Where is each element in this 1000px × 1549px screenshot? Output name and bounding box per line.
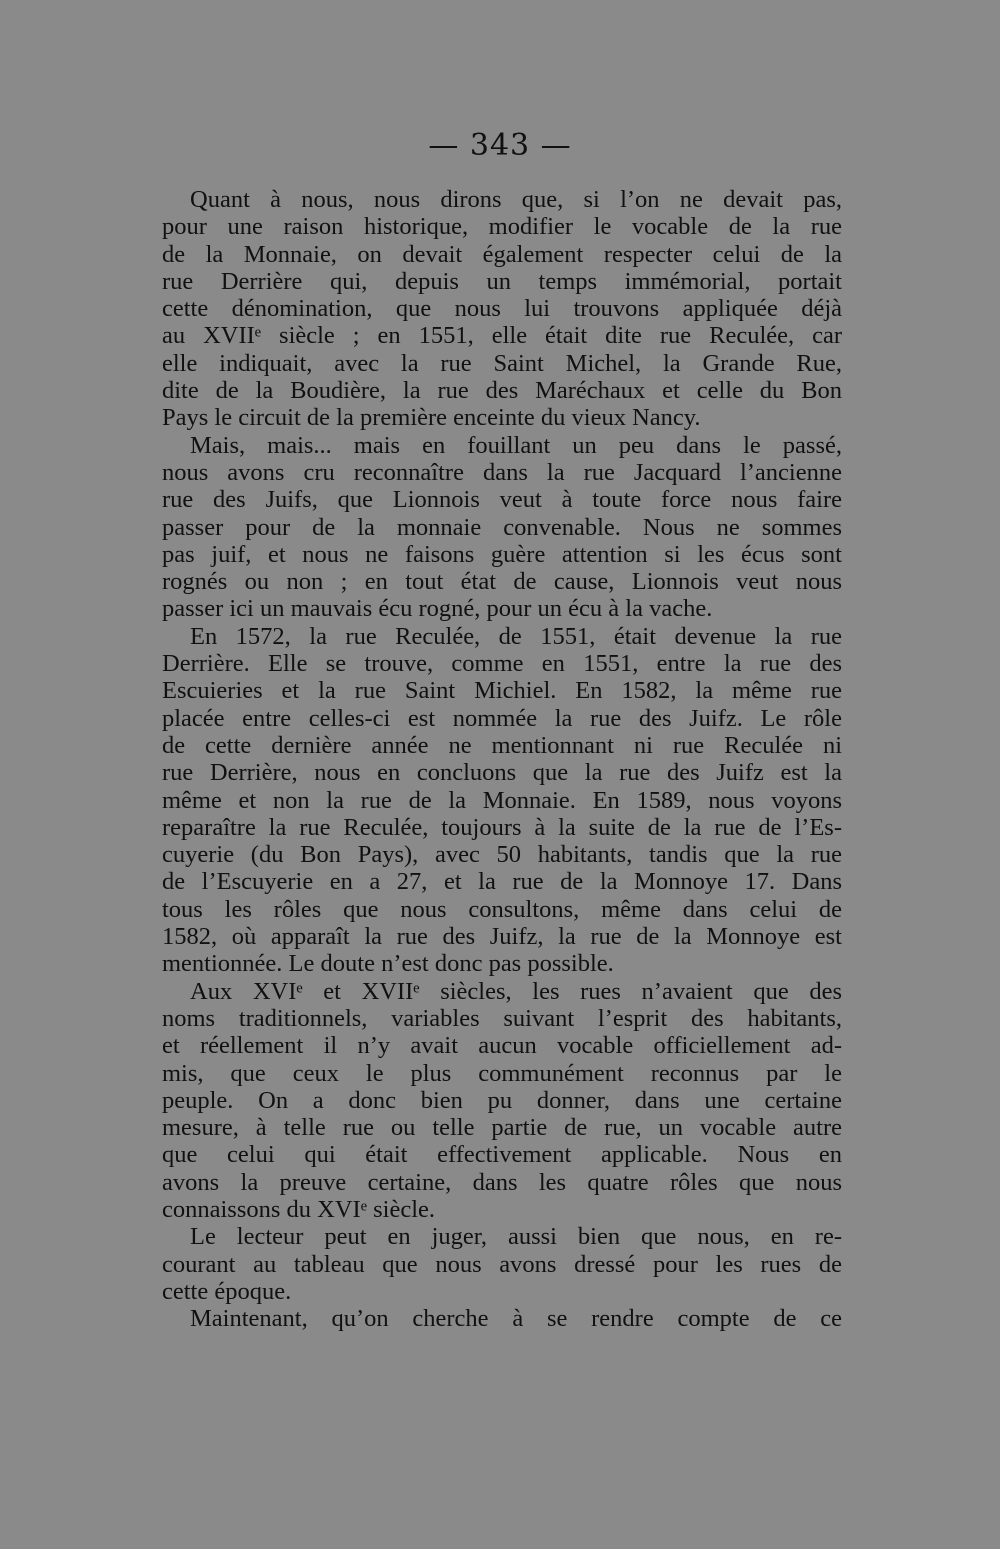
text-line: et réellement il n’y avait aucun vocable officiellement ad- bbox=[162, 1032, 842, 1060]
text-line: nous avons cru reconnaître dans la rue Jacquard l’ancienne bbox=[162, 458, 842, 486]
text-line: de la Monnaie, on devait également respecter celui de la bbox=[162, 240, 842, 268]
text-line: reparaître la rue Reculée, toujours à la suite de la rue de l’Es- bbox=[162, 813, 842, 841]
text-line: rognés ou non ; en tout état de cause, Lionnois veut nous bbox=[162, 568, 842, 596]
text-line: placée entre celles-ci est nommée la rue des Juifz. Le rôle bbox=[162, 704, 842, 732]
text-line: dite de la Boudière, la rue des Maréchaux et celle du Bon bbox=[162, 377, 842, 405]
text-line: passer pour de la monnaie convenable. Nous ne sommes bbox=[162, 513, 842, 541]
text-line: Pays le circuit de la première enceinte du vieux Nancy. bbox=[162, 404, 701, 432]
text-line: 1582, où apparaît la rue des Juifz, la rue de la Monnoye est bbox=[162, 923, 842, 951]
text-line: rue Derrière, nous en concluons que la rue des Juifz est la bbox=[162, 759, 842, 787]
text-line: elle indiquait, avec la rue Saint Michel, la Grande Rue, bbox=[162, 349, 842, 377]
text-line: même et non la rue de la Monnaie. En 1589, nous voyons bbox=[162, 786, 842, 814]
text-line: Derrière. Elle se trouve, comme en 1551, entre la rue des bbox=[162, 650, 842, 678]
text-line: Aux XVIᵉ et XVIIᵉ siècles, les rues n’avaient que des bbox=[190, 977, 842, 1005]
text-line: courant au tableau que nous avons dressé pour les rues de bbox=[162, 1250, 842, 1278]
text-line: Mais, mais... mais en fouillant un peu dans le passé, bbox=[190, 431, 842, 459]
text-line: passer ici un mauvais écu rogné, pour un écu à la vache. bbox=[162, 595, 713, 623]
page-number: — 343 — bbox=[428, 128, 572, 163]
text-line: noms traditionnels, variables suivant l’esprit des habitants, bbox=[162, 1004, 842, 1032]
text-line: peuple. On a donc bien pu donner, dans une certaine bbox=[162, 1086, 842, 1114]
text-line: mesure, à telle rue ou telle partie de rue, un vocable autre bbox=[162, 1114, 842, 1142]
text-line: pas juif, et nous ne faisons guère attention si les écus sont bbox=[162, 540, 842, 568]
text-line: Maintenant, qu’on cherche à se rendre compte de ce bbox=[190, 1305, 842, 1333]
text-line: mis, que ceux le plus communément reconnus par le bbox=[162, 1059, 842, 1087]
body-text bbox=[162, 186, 842, 1332]
text-line: connaissons du XVIᵉ siècle. bbox=[162, 1195, 436, 1223]
text-line: avons la preuve certaine, dans les quatre rôles que nous bbox=[162, 1168, 842, 1196]
text-line: pour une raison historique, modifier le vocable de la rue bbox=[162, 213, 842, 241]
text-line: cette dénomination, que nous lui trouvons appliquée déjà bbox=[162, 295, 842, 323]
text-line: Escuieries et la rue Saint Michiel. En 1582, la même rue bbox=[162, 677, 842, 705]
text-line: cuyerie (du Bon Pays), avec 50 habitants, tandis que la rue bbox=[162, 841, 842, 869]
text-line: de cette dernière année ne mentionnant ni rue Reculée ni bbox=[162, 731, 842, 759]
text-line: Quant à nous, nous dirons que, si l’on ne devait pas, bbox=[190, 186, 842, 213]
text-line: cette époque. bbox=[162, 1277, 292, 1305]
text-line: rue des Juifs, que Lionnois veut à toute force nous faire bbox=[162, 486, 842, 514]
text-line: que celui qui était effectivement applicable. Nous en bbox=[162, 1141, 842, 1169]
text-line: mentionnée. Le doute n’est donc pas possible. bbox=[162, 950, 614, 978]
text-line: au XVIIᵉ siècle ; en 1551, elle était dite rue Reculée, car bbox=[162, 322, 842, 350]
text-line: Le lecteur peut en juger, aussi bien que nous, en re- bbox=[190, 1223, 842, 1251]
text-line: En 1572, la rue Reculée, de 1551, était devenue la rue bbox=[190, 622, 842, 650]
text-line: tous les rôles que nous consultons, même dans celui de bbox=[162, 895, 842, 923]
text-line: rue Derrière qui, depuis un temps immémorial, portait bbox=[162, 267, 842, 295]
text-line: de l’Escuyerie en a 27, et la rue de la Monnoye 17. Dans bbox=[162, 868, 842, 896]
